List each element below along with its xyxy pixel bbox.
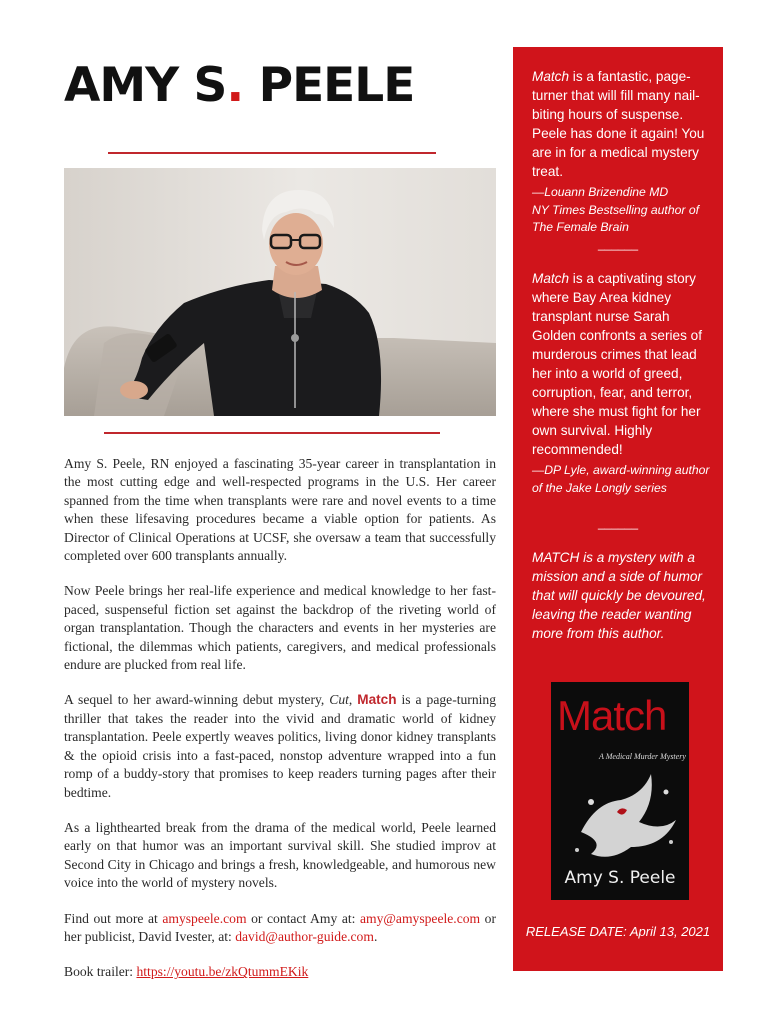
contact-paragraph: Find out more at amyspeele.com or contact Amy at: amy@amyspeele.com or her publicist, David Ivester, at: david@author-guide.com. xyxy=(64,910,496,944)
publicist-email-link[interactable]: david@author-guide.com xyxy=(235,928,374,944)
trailer-paragraph: Book trailer: https://youtu.be/zkQtummEKik xyxy=(64,964,309,980)
photo-divider xyxy=(104,432,440,434)
author-photo xyxy=(64,168,496,416)
quote-separator: ______ xyxy=(597,516,639,530)
author-bio xyxy=(64,455,496,999)
book-cover xyxy=(551,682,689,900)
review-quote-1: Match is a fantastic, page-turner that will fill many nail-biting hours of suspense. Peele has done it again! You are in for a medical mystery treat. —Louann Brizendine MD NY Times Bestselling author of The Female Brain xyxy=(532,67,712,237)
book-trailer-link[interactable]: https://youtu.be/zkQtummEKik xyxy=(136,964,309,980)
review-quote-3: MATCH is a mystery with a mission and a side of humor that will quickly be devoured, leaving the reader wanting more from this author. xyxy=(532,550,706,641)
cover-title: Match xyxy=(557,692,667,739)
bio-paragraph-4: As a lighthearted break from the drama of the medical world, Peele learned early on that humor was an important survival skill. She studied improv at Second City in Chicago and brings a fresh, knowledgeable, and humorous new voice into the world of mystery novels. xyxy=(64,819,496,891)
bio-paragraph-2: Now Peele brings her real-life experience and medical knowledge to her fast-paced, suspenseful fiction set against the backdrop of the riveting world of organ transplantation. Though the characters and events in her mysteries are fictional, the dilemmas which patients, caregivers, and medical professionals endure are plucked from real life. xyxy=(64,583,496,673)
review-sidebar xyxy=(513,47,723,971)
quote-separator: ______ xyxy=(597,237,639,251)
release-date: RELEASE DATE: April 13, 2021 xyxy=(525,924,711,939)
website-link[interactable]: amyspeele.com xyxy=(162,910,247,926)
email-link[interactable]: amy@amyspeele.com xyxy=(360,910,481,926)
bio-paragraph-1: Amy S. Peele, RN enjoyed a fascinating 35-year career in transplantation in the most cutting edge and well-respected programs in the U.S. Her career spanned from the time when transplants were rare and novel events to a time when these lifesaving procedures became a viable option for patients. As Director of Clinical Operations at UCSF, she oversaw a team that successfully completed over 600 transplants annually. xyxy=(64,456,496,564)
bio-paragraph-3: A sequel to her award-winning debut mystery, Cut, Match is a page-turning thriller that takes the reader into the vivid and dramatic world of kidney transplantation. Peele expertly weaves politics, living donor kidney transplants & the opioid crisis into a fast-paced, nonstop adventure wrapped into a fun romp of a buddy-story that promises to keep readers turning pages after their bedtime. xyxy=(64,692,496,800)
review-quote-2: Match is a captivating story where Bay Area kidney transplant nurse Sarah Golden confronts a series of murderous crimes that lead her into a world of greed, corruption, fear, and terror, where she must fight for her own survival. Highly recommended! —DP Lyle, award-winning author of the Jake Longly series xyxy=(532,269,712,497)
cover-author: Amy S. Peele xyxy=(564,868,676,888)
author-name-title: AMY S. PEELE xyxy=(64,58,415,113)
review-attribution-1: —Louann Brizendine MD NY Times Bestselling author of The Female Brain xyxy=(532,185,699,234)
cover-subtitle: A Medical Murder Mystery xyxy=(599,752,686,761)
review-attribution-2: —DP Lyle, award-winning author of the Jake Longly series xyxy=(532,463,710,495)
title-divider xyxy=(108,152,436,154)
